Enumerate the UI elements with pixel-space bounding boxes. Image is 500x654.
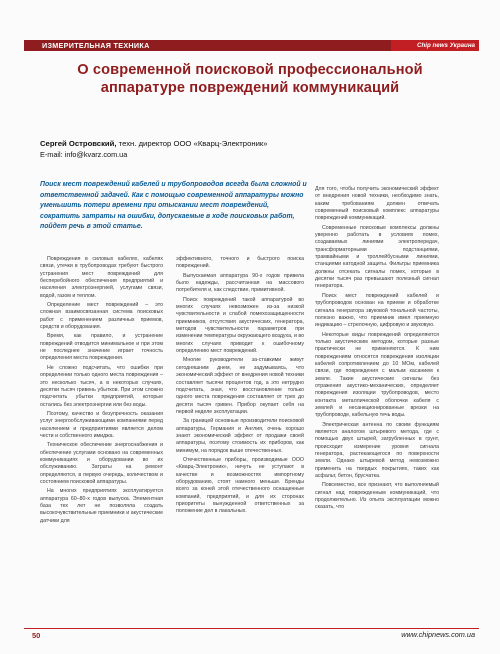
paragraph: Повсеместно, все признают, что выполняемый сигнал над поврежденным коммуникаций, что продолжительно. Из опыта эксплуатации можно сказать, что bbox=[315, 482, 439, 511]
author-email: E-mail: info@kvarz.com.ua bbox=[40, 150, 128, 159]
page-number: 50 bbox=[32, 631, 41, 640]
paragraph: Поэтому, качество и безупречность оказания услуг энергообслуживающими компаниями перед населением и предприятиями является делом чести и собственного имиджа. bbox=[40, 410, 163, 439]
page-footer bbox=[24, 628, 479, 639]
publication-tab bbox=[391, 40, 479, 51]
paragraph: Многие руководители за-ставкими живут сегодняшним днем, не задумываясь, что экономический эффект от внедрения новой техники составляет тысячи процентов год, а это нетрудно подсчитать, зная, что восстановление только одного места повреждения составляет от трех до десяти тысяч гривен. Прибор окупает себя на первой неделе эксплуатации. bbox=[176, 357, 304, 415]
paragraph: эффективного, точного и быстрого поиска повреждений. bbox=[176, 256, 304, 270]
rubric-bar bbox=[24, 40, 479, 51]
paragraph: Повреждения в силовых кабелях, кабелях связи, утечки в трубопроводах требуют быстрого устранения мест повреждений для бесперебойного обеспечения предприятий и населения электроэнергией, услугами связи, водой, газом и теплом. bbox=[40, 256, 163, 299]
article-title: О современной поисковой профессиональной аппаратуре повреждений коммуникаций bbox=[77, 62, 423, 96]
paragraph: Техническое обеспечение энергоснабжения и обеспечение услугами основано на современных коммуникациях и оборудовании во их обслуживанию. Затраты на ремонт определяются, в первую очередь, количеством и состоянием поисковой аппаратуры. bbox=[40, 442, 163, 485]
paragraph: Определение мест повреждений – это сложная взаимосвязанная система поисковых работ с применением различных приемов, средств и оборудования. bbox=[40, 302, 163, 331]
paragraph: Поиск повреждений такой аппаратурой во многих случаях невозможен из-за низкой чувствительности и слабой помехозащищенности приемников, отсутствия акустических, генератора, методов чувствительности параметров при изменении температуры окружающего воздуха, и во многих случаях приводит к ошибочному определению мест повреждений. bbox=[176, 296, 304, 355]
paragraph: Для того, чтобы получить экономический эффект от внедрения новой техники, необходимо знать, каким требованиям должен отвечать современный поисковый комплекс аппаратуры повреждений коммуникаций. bbox=[315, 186, 439, 222]
paragraph: Электрическая антенна по своим функциям является аналогом штыревого метода, где с помощью двух штырей, загрубленных в грунт, происходит измерение уровня сигнала генератора, растекающегося по поверхности земли. Однако штыревой метод невозможно применить на твердых покрытиях, таких как асфальт, бетон, брусчатка. bbox=[315, 421, 439, 480]
author-role: техн. директор ООО «Кварц-Электроник» bbox=[116, 139, 268, 148]
paragraph: Некоторые виды повреждений определяются только акустическим методом, которые разные практически не применяются. К ним повреждениям относятся повреждения изоляции кабелей сопротивлением до 10 МОм, кабелей связи, где повреждения с малым касанием к земле. Такие акустические сигналы без отражения акустико-механических, определяет повреждения изоляции трубопроводов, место контакта металлической оболочки кабеля с землей и несанкционированные врезки на трубопроводе, кабельную течь воды. bbox=[315, 331, 439, 419]
article-lead: Поиск мест повреждений кабелей и трубопроводов всегда была сложной и ответственной задачей. Как с помощью современной аппаратуры можно уменьшить потери времени при отыскании мест повреждений, сократить затраты на ошибки, допускаемые в ходе поисковых работ, пойдет речь в этой статье. bbox=[40, 181, 307, 230]
text-column-2 bbox=[176, 256, 304, 518]
author-name: Сергей Островский, bbox=[40, 139, 117, 148]
rubric-label: ИЗМЕРИТЕЛЬНАЯ ТЕХНИКА bbox=[42, 41, 150, 50]
paragraph: Время, как правило, и устранение повреждений отводится минимальное и при этом не последнее значение играет точность определения места повреждения. bbox=[40, 333, 163, 362]
text-column-3 bbox=[315, 186, 439, 514]
paragraph: Современные поисковые комплексы должны уверенно работать в условиях помех, создаваемых линиями электропередач, трансформаторными подстанциями, трамвайными и троллейбусными линиями, станциями катодной защиты. Фильтры приемника должны отсекать сигналы помех, которые в десятки тысяч раз превышают полезный сигнал генератора. bbox=[315, 224, 439, 290]
paragraph: За границей основные производители поисковой аппаратуры, Германия и Англия, очень хорошо знают экономический эффект от продажи своей аппаратуры, поэтому стоимость их приборов, как минимум, на порядок выше отечественных. bbox=[176, 418, 304, 454]
publication-name: Chip news Украина bbox=[416, 42, 475, 49]
website-link[interactable]: www.chipnews.com.ua bbox=[401, 630, 475, 639]
paragraph: Поиск мест повреждений кабелей и трубопроводов основан на приеме и обработке сигнала генератора звуковой тональной частоты, полезно важно, что приемник имел приемную индикацию – стрелочную, цифровую и звуковую. bbox=[315, 292, 439, 329]
paragraph: Отечественные приборы, производимые ООО «Кварц-Электроник», ничуть не уступают в качестве и возможностях импортному оборудованию, стоят намного меньше. Бренды всего за коней этой отечественного оснащенные компаний, предприятий, и для их сторонах приоритеты вынужденной ответственных за положение дел в лакальных. bbox=[176, 456, 304, 515]
paragraph: Выпускаемая аппаратура 90-х годов привела было надежды, рассчитанная на массового потребителя и, как следствие, примитивной. bbox=[176, 272, 304, 294]
author-line bbox=[40, 139, 460, 149]
paragraph: Не сложно подсчитать, что ошибки при определении только одного места повреждения – это несколько тысяч, а в некоторых случаях, десятки тысяч гривень убытков. При этом сложно подсчитать убытки предприятий, которые остались без электроэнергии или без воды. bbox=[40, 364, 163, 408]
text-column-1 bbox=[40, 256, 163, 527]
paragraph: На многих предприятиях эксплуатируется аппаратура 60–80-х годов выпуска. Элементная база тех лет не позволяла создать высокочувствительные приемники и акустические датчики для bbox=[40, 488, 163, 524]
